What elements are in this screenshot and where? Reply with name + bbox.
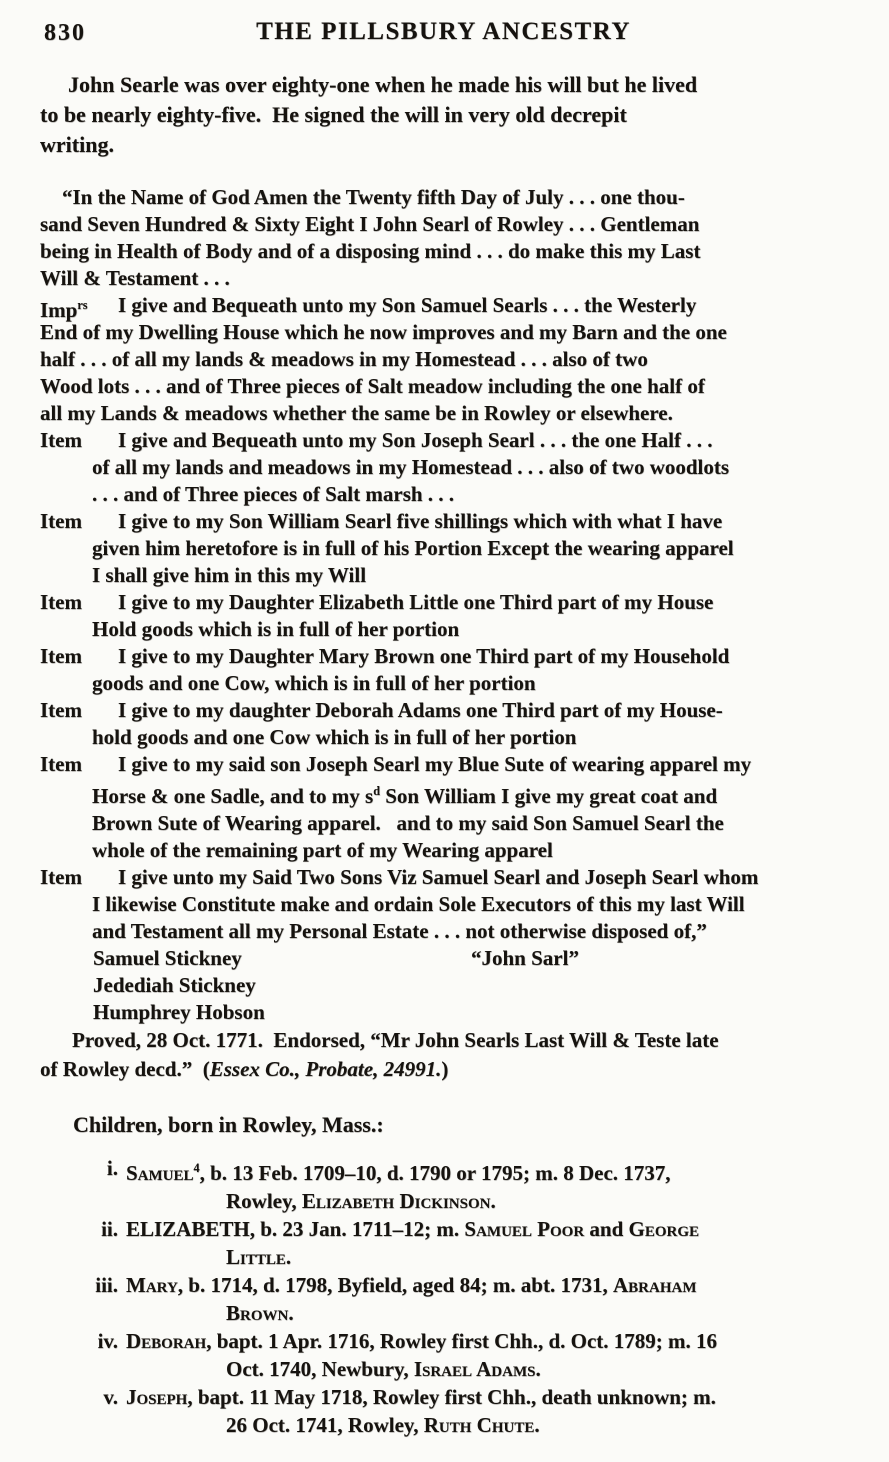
will-item: [40, 864, 847, 945]
will-item-label: Item: [40, 509, 82, 533]
child-roman-numeral: i.: [106, 1156, 118, 1180]
will-item-text: I give to my Daughter Mary Brown one Third part of my Household goods and one Cow, which is in full of her portion: [92, 644, 730, 695]
will-item-text: I give to my daughter Deborah Adams one Third part of my House- hold goods and one Cow which is in full of her portion: [92, 698, 723, 749]
will-item-text: I give and Bequeath unto my Son Samuel Searls . . . the Westerly End of my Dwelling House which he now improves and my Barn and the one half . . . of all my lands & meadows in my Homestead . . . also of two Wood lots . . . and of Three pieces of Salt meadow including the one half of all my Lands & meadows whether the same be in Rowley or elsewhere.: [40, 293, 727, 425]
will-transcription: [40, 184, 847, 1084]
child-entry: [40, 1154, 847, 1215]
child-entry: [40, 1327, 847, 1383]
witness-name: Humphrey Hobson: [93, 1000, 265, 1024]
child-roman-numeral: v.: [103, 1385, 118, 1409]
probate-note: Proved, 28 Oct. 1771. Endorsed, “Mr John Searls Last Will & Teste late of Rowley decd.” (Essex Co., Probate, 24991.): [40, 1028, 719, 1081]
child-entry-text: Mary, b. 1714, d. 1798, Byfield, aged 84; m. abt. 1731, Abraham Brown.: [126, 1273, 697, 1325]
child-roman-numeral: iii.: [95, 1273, 118, 1297]
will-item-text: I give unto my Said Two Sons Viz Samuel Searl and Joseph Searl whom I likewise Constitute make and ordain Sole Executors of this my last Will and Testament all my Personal Estate . . . not otherwise disposed of,”: [92, 865, 759, 943]
will-preamble: “In the Name of God Amen the Twenty fifth Day of July . . . one thou- sand Seven Hundred & Sixty Eight I John Searl of Rowley . . . Gentleman being in Health of Body and of a disposing mind . . . do make this my Last Will & Testament . . .: [40, 185, 701, 290]
will-item: [40, 508, 847, 589]
will-item-label: Item: [40, 698, 82, 722]
child-entry: [40, 1215, 847, 1271]
witness-block: [40, 945, 847, 1026]
child-entry: [40, 1271, 847, 1327]
child-entry-text: Deborah, bapt. 1 Apr. 1716, Rowley first Chh., d. Oct. 1789; m. 16 Oct. 1740, Newbury, Israel Adams.: [126, 1329, 718, 1381]
child-entry-text: Samuel$^4$, b. 13 Feb. 1709–10, d. 1790 or 1795; m. 8 Dec. 1737, Rowley, Elizabeth Dickinson.: [126, 1161, 671, 1213]
will-item: [40, 751, 847, 864]
will-item-label: Imp$^{rs}$: [40, 298, 88, 322]
child-entry: [40, 1383, 847, 1439]
child-roman-numeral: ii.: [101, 1217, 118, 1241]
will-item-label: Item: [40, 590, 82, 614]
will-item: [40, 643, 847, 697]
will-item-text: I give to my Daughter Elizabeth Little one Third part of my House Hold goods which is in full of her portion: [92, 590, 714, 641]
page-title: THE PILLSBURY ANCESTRY: [256, 18, 631, 45]
testator-signature: “John Sarl”: [471, 946, 579, 970]
child-entry-text: Joseph, bapt. 11 May 1718, Rowley first Chh., death unknown; m. 26 Oct. 1741, Rowley, Ruth Chute.: [126, 1385, 716, 1437]
will-item: [40, 589, 847, 643]
page-header: [40, 18, 847, 52]
will-item: [40, 427, 847, 508]
witness-name: Samuel Stickney “John Sarl”: [93, 946, 579, 970]
children-list: [40, 1154, 847, 1439]
child-roman-numeral: iv.: [97, 1329, 118, 1353]
will-item: [40, 292, 847, 427]
will-item-text: I give and Bequeath unto my Son Joseph Searl . . . the one Half . . . of all my lands and meadows in my Homestead . . . also of two woodlots . . . and of Three pieces of Salt marsh . . .: [92, 428, 730, 506]
will-item-text: I give to my Son William Searl five shillings which with what I have given him heretofore is in full of his Portion Except the wearing apparel I shall give him in this my Will: [92, 509, 734, 587]
will-item-label: Item: [40, 865, 82, 889]
opening-paragraph: John Searle was over eighty-one when he made his will but he lived to be nearly eighty-five. He signed the will in very old decrepit writing.: [40, 72, 698, 157]
will-items: [40, 292, 847, 945]
will-item-text: I give to my said son Joseph Searl my Blue Sute of wearing apparel my Horse & one Sadle, and to my $s^d$ Son William I give my great coat and Brown Sute of Wearing apparel. and to my said Son Samuel Searl the whole of the remaining part of my Wearing apparel: [92, 752, 752, 862]
witness-name: Jedediah Stickney: [93, 973, 256, 997]
children-heading: Children, born in Rowley, Mass.:: [73, 1112, 384, 1137]
will-item-label: Item: [40, 428, 82, 452]
page-number: 830: [44, 20, 86, 46]
child-entry-text: ELIZABETH, b. 23 Jan. 1711–12; m. Samuel Poor and George Little.: [126, 1217, 700, 1269]
will-item-label: Item: [40, 644, 82, 668]
will-item: [40, 697, 847, 751]
will-item-label: Item: [40, 752, 82, 776]
